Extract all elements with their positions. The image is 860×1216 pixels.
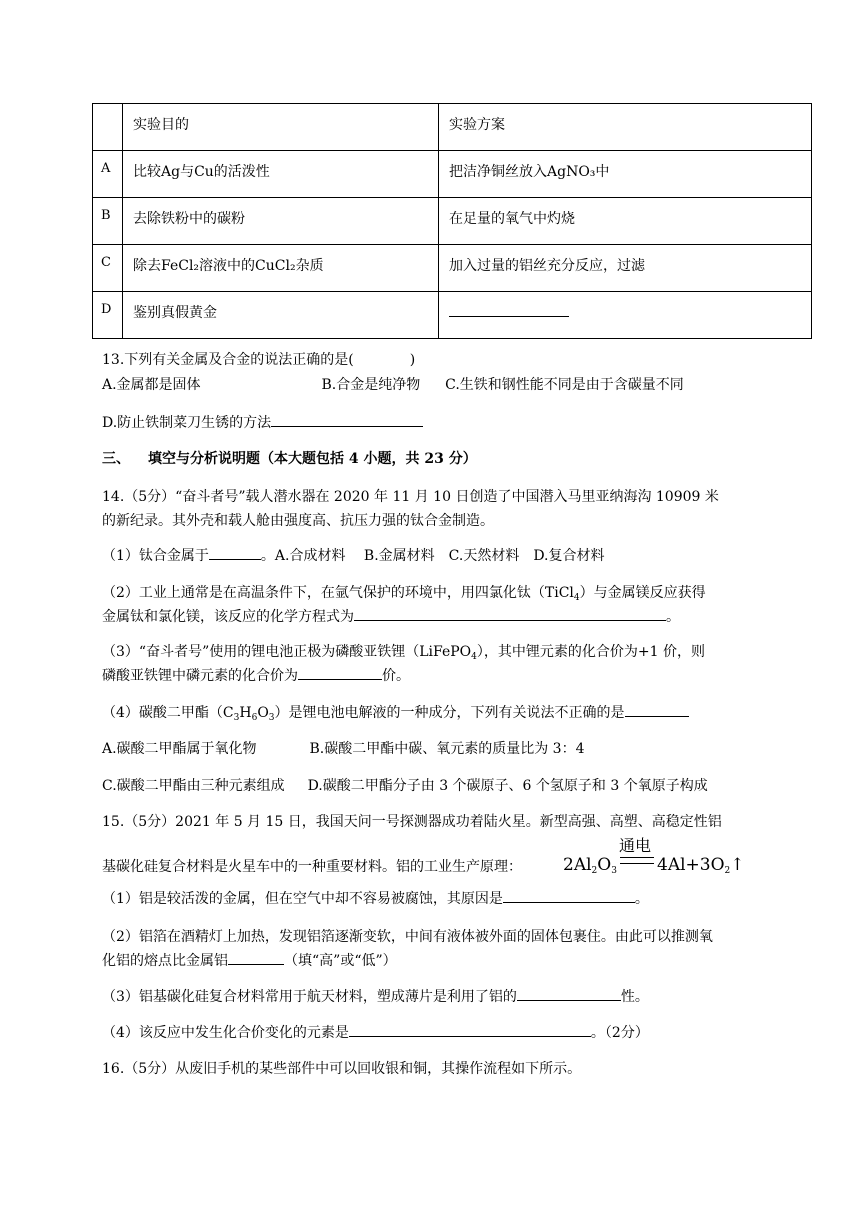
answer-blank[interactable] [298, 665, 382, 680]
section-title: 填空与分析说明题（本大题包括 4 小题，共 23 分） [148, 451, 477, 467]
q14-option-c: C.碳酸二甲酯由三种元素组成 [102, 778, 285, 794]
answer-blank[interactable] [228, 950, 284, 965]
q14-part-1: （1）钛合金属于 。A.合成材料 B.金属材料 C.天然材料 D.复合材料 [102, 545, 605, 565]
table-header-goal: 实验目的 [123, 104, 439, 151]
q15-part-1: （1）铝是较活泼的金属，但在空气中却不容易被腐蚀，其原因是 。 [102, 888, 649, 908]
table-row [93, 151, 812, 198]
section-heading [102, 448, 477, 468]
equation-reactant: $2Al_2O_3$ [563, 855, 617, 876]
gas-arrow-icon: ↑ [730, 855, 745, 875]
q14-part-2-line-2: 金属钛和氯化镁，该反应的化学方程式为 。 [102, 606, 680, 626]
q13-option-b: B.合金是纯净物 [321, 377, 421, 393]
row-plan [439, 292, 812, 339]
row-label: B [93, 198, 123, 245]
row-goal: 除去FeCl₂溶液中的CuCl₂杂质 [123, 245, 439, 292]
q14-option-d: D.碳酸二甲酯分子由 3 个碳原子、6 个氢原子和 3 个氧原子构成 [307, 778, 708, 794]
experiment-table [92, 103, 812, 339]
row-label: C [93, 245, 123, 292]
answer-blank[interactable] [349, 1022, 591, 1037]
row-plan: 在足量的氧气中灼烧 [439, 198, 812, 245]
equation-condition: 通电 [619, 836, 652, 855]
row-label: A [93, 151, 123, 198]
row-goal: 去除铁粉中的碳粉 [123, 198, 439, 245]
table-row [93, 292, 812, 339]
q14-stem-1: 14.（5分）“奋斗者号”载人潜水器在 2020 年 11 月 10 日创造了中国潜入马里亚纳海沟 10909 米 [102, 489, 719, 505]
q15-part-4: （4）该反应中发生化合价变化的元素是 。（2分） [102, 1022, 649, 1042]
q15-part-2-line-2: 化铝的熔点比金属铝 （填“高”或“低”） [102, 950, 397, 970]
q14-option-a: A.碳酸二甲酯属于氧化物 [102, 741, 257, 757]
row-label: D [93, 292, 123, 339]
q15-stem-1: 15.（5分）2021 年 5 月 15 日，我国天问一号探测器成功着陆火星。新型高强、高塑、高稳定性铝 [102, 814, 722, 830]
table-header-cell [93, 104, 123, 151]
row-plan: 加入过量的铝丝充分反应，过滤 [439, 245, 812, 292]
q16-stem: 16.（5分）从废旧手机的某些部件中可以回收银和铜，其操作流程如下所示。 [102, 1061, 582, 1077]
equation-equal-sign [620, 857, 654, 864]
q15-part-2-line-1: （2）铝箔在酒精灯上加热，发现铝箔逐渐变软，中间有液体被外面的固体包裹住。由此可以推测氧 [102, 929, 713, 945]
q13-options [102, 374, 684, 394]
section-number: 三、 [102, 451, 130, 467]
answer-blank[interactable] [503, 888, 635, 903]
answer-blank[interactable] [271, 412, 423, 427]
row-plan: 把洁净铜丝放入AgNO₃中 [439, 151, 812, 198]
q14-part-4: （4）碳酸二甲酯$(C_3H_6O_3)$是锂电池电解液的一种成分，下列有关说法不正确的是 [102, 702, 689, 722]
row-goal: 鉴别真假黄金 [123, 292, 439, 339]
q13-option-d-line [102, 412, 423, 432]
q14-part-3-line-2: 磷酸亚铁锂中磷元素的化合价为 价。 [102, 665, 410, 685]
equation-product: $4Al+3O_2↑$ [657, 855, 745, 876]
q14-part-2-line-1: （2）工业上通常是在高温条件下，在氩气保护的环境中，用四氯化钛（TiCl$_4$）与金属镁反应获得 [102, 585, 706, 603]
q13-option-d: D.防止铁制菜刀生锈的方法 [102, 415, 272, 431]
chemical-equation [563, 833, 743, 883]
q15-stem-2: 基碳化硅复合材料是火星车中的一种重要材料。铝的工业生产原理： [102, 859, 522, 875]
q13-stem: 13.下列有关金属及合金的说法正确的是( ) [102, 352, 416, 368]
answer-blank[interactable] [209, 545, 261, 560]
answer-blank[interactable] [517, 986, 621, 1001]
q13-option-a: A.金属都是固体 [102, 377, 201, 393]
q14-option-b: B.碳酸二甲酯中碳、氧元素的质量比为 3：4 [309, 741, 585, 757]
table-header-plan: 实验方案 [439, 104, 812, 151]
answer-blank[interactable] [625, 702, 689, 717]
q13-option-c: C.生铁和钢性能不同是由于含碳量不同 [445, 377, 684, 393]
table-row [93, 245, 812, 292]
table-row [93, 198, 812, 245]
q14-part-3-line-1: （3）“奋斗者号”使用的锂电池正极为磷酸亚铁锂（LiFePO$_4$），其中锂元素的化合价为+1 价，则 [102, 644, 705, 662]
q14-options-cd [102, 775, 708, 795]
answer-blank[interactable] [449, 302, 569, 317]
answer-blank[interactable] [354, 606, 666, 621]
table-header-row [93, 104, 812, 151]
q15-part-3: （3）铝基碳化硅复合材料常用于航天材料，塑成薄片是利用了铝的 性。 [102, 986, 649, 1006]
q14-stem-2: 的新纪录。其外壳和载人舱由强度高、抗压力强的钛合金制造。 [102, 513, 494, 529]
q14-options-ab [102, 738, 584, 758]
row-goal: 比较Ag与Cu的活泼性 [123, 151, 439, 198]
